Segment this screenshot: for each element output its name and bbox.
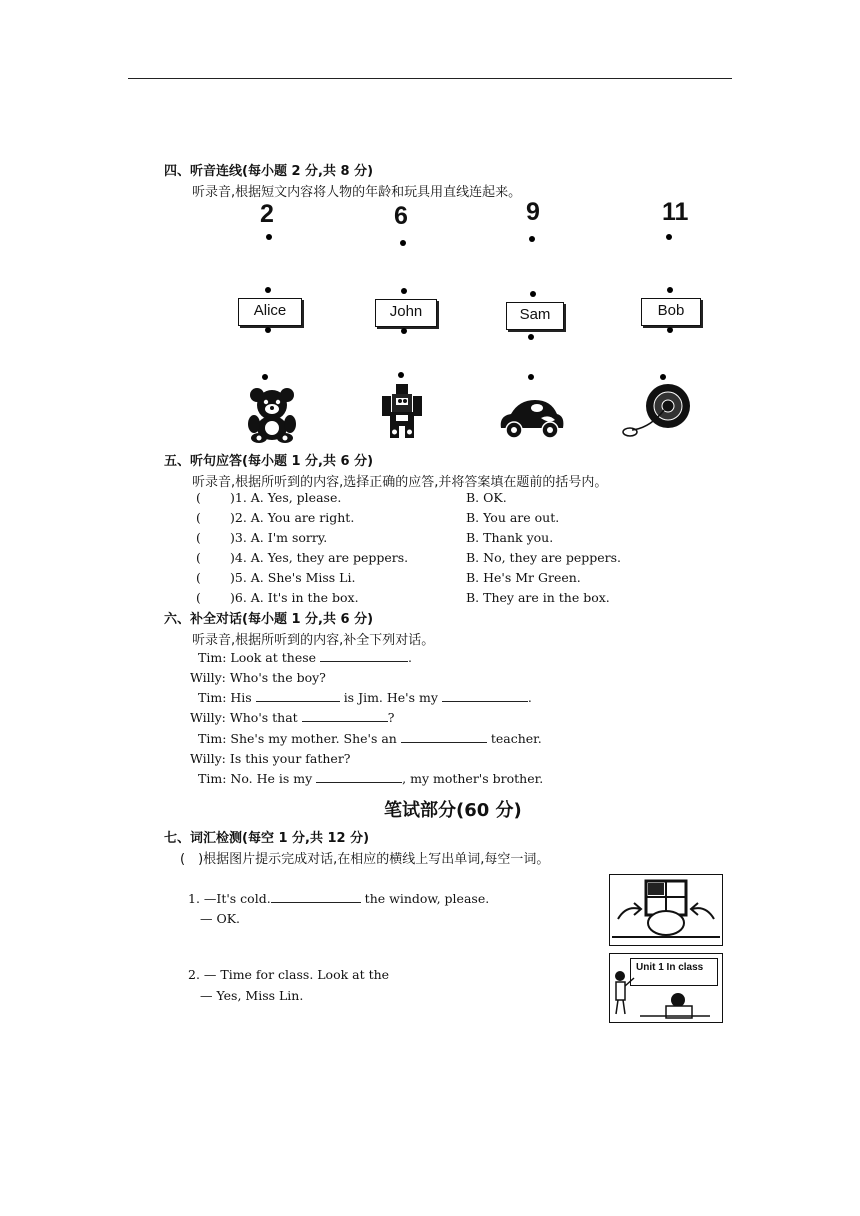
dialogue-text: No. He is my bbox=[230, 771, 313, 786]
dialogue-text: is Jim. He's my bbox=[343, 690, 438, 705]
speaker: Willy: bbox=[190, 710, 226, 725]
question-3-a: )3. A. I'm sorry. bbox=[230, 530, 328, 545]
name-box-alice: Alice bbox=[238, 298, 302, 326]
toy-dot[interactable] bbox=[262, 374, 268, 380]
toy-dot[interactable] bbox=[398, 372, 404, 378]
answer-blank[interactable] bbox=[256, 690, 340, 702]
speaker: Tim: bbox=[198, 650, 227, 665]
age-dot[interactable] bbox=[529, 236, 535, 242]
answer-blank[interactable] bbox=[442, 690, 528, 702]
question-2-b: B. You are out. bbox=[466, 510, 560, 525]
name-dot-bottom[interactable] bbox=[667, 327, 673, 333]
vocab-answer-2: — Yes, Miss Lin. bbox=[200, 988, 304, 1003]
speaker: Tim: bbox=[198, 771, 227, 786]
window-icon bbox=[610, 875, 722, 945]
dialogue-text: . bbox=[408, 650, 412, 665]
answer-blank[interactable] bbox=[316, 771, 402, 783]
question-3-b: B. Thank you. bbox=[466, 530, 554, 545]
answer-paren[interactable]: ( bbox=[196, 590, 201, 605]
dialogue-line-7 bbox=[198, 771, 543, 786]
name-dot-bottom[interactable] bbox=[401, 328, 407, 334]
dialogue-text: , my mother's brother. bbox=[402, 771, 544, 786]
toy-car-icon bbox=[497, 396, 567, 440]
name-dot-bottom[interactable] bbox=[265, 327, 271, 333]
age-dot[interactable] bbox=[266, 234, 272, 240]
section6-title: 六、补全对话(每小题 1 分,共 6 分) bbox=[164, 612, 374, 627]
answer-paren[interactable]: ( bbox=[196, 490, 201, 505]
name-dot-top[interactable] bbox=[401, 288, 407, 294]
name-box-john: John bbox=[375, 299, 437, 327]
age-dot[interactable] bbox=[666, 234, 672, 240]
answer-paren[interactable]: ( bbox=[196, 510, 201, 525]
answer-paren[interactable]: ( bbox=[196, 530, 201, 545]
vocab-question-2: 2. — Time for class. Look at the bbox=[188, 967, 390, 982]
dialogue-text: His bbox=[230, 690, 252, 705]
dialogue-text: Is this your father? bbox=[229, 751, 351, 766]
yoyo-icon bbox=[620, 380, 692, 442]
dialogue-line-6 bbox=[190, 751, 351, 766]
section7-title: 七、词汇检测(每空 1 分,共 12 分) bbox=[164, 831, 370, 846]
question-6-b: B. They are in the box. bbox=[466, 590, 610, 605]
answer-blank[interactable] bbox=[271, 891, 361, 903]
question-4-a: )4. A. Yes, they are peppers. bbox=[230, 550, 409, 565]
section4-instruction: 听录音,根据短文内容将人物的年龄和玩具用直线连起来。 bbox=[192, 185, 522, 200]
section5-instruction: 听录音,根据所听到的内容,选择正确的应答,并将答案填在题前的括号内。 bbox=[192, 475, 608, 490]
toy-dot[interactable] bbox=[528, 374, 534, 380]
window-picture bbox=[609, 874, 723, 946]
speaker: Tim: bbox=[198, 731, 227, 746]
section4-title: 四、听音连线(每小题 2 分,共 8 分) bbox=[164, 164, 374, 179]
dialogue-text: ? bbox=[387, 710, 395, 725]
age-11: 11 bbox=[662, 198, 689, 226]
name-box-bob: Bob bbox=[641, 298, 701, 326]
dialogue-text: teacher. bbox=[490, 731, 542, 746]
answer-paren[interactable]: ( bbox=[196, 570, 201, 585]
name-dot-top[interactable] bbox=[265, 287, 271, 293]
question-text: 1. —It's cold. bbox=[188, 891, 271, 906]
answer-blank[interactable] bbox=[320, 650, 408, 662]
blackboard-text: Unit 1 In class bbox=[636, 962, 704, 973]
dialogue-text: Look at these bbox=[230, 650, 317, 665]
question-5-a: )5. A. She's Miss Li. bbox=[230, 570, 356, 585]
question-5-b: B. He's Mr Green. bbox=[466, 570, 581, 585]
name-dot-bottom[interactable] bbox=[528, 334, 534, 340]
dialogue-line-4 bbox=[190, 710, 394, 725]
section5-title: 五、听句应答(每小题 1 分,共 6 分) bbox=[164, 454, 374, 469]
teacher-students-icon bbox=[610, 954, 722, 1022]
speaker: Willy: bbox=[190, 670, 226, 685]
classroom-picture bbox=[609, 953, 723, 1023]
name-box-sam: Sam bbox=[506, 302, 564, 330]
question-1-b: B. OK. bbox=[466, 490, 507, 505]
dialogue-text: Who's the boy? bbox=[229, 670, 326, 685]
dialogue-line-5 bbox=[198, 731, 542, 746]
dialogue-line-2 bbox=[190, 670, 326, 685]
vocab-answer-1: — OK. bbox=[200, 911, 241, 926]
age-dot[interactable] bbox=[400, 240, 406, 246]
speaker: Willy: bbox=[190, 751, 226, 766]
section7-instruction: ( )根据图片提示完成对话,在相应的横线上写出单词,每空一词。 bbox=[180, 852, 550, 867]
name-dot-top[interactable] bbox=[667, 287, 673, 293]
written-part-title: 笔试部分(60 分) bbox=[384, 800, 522, 821]
question-4-b: B. No, they are peppers. bbox=[466, 550, 622, 565]
answer-paren[interactable]: ( bbox=[196, 550, 201, 565]
dialogue-text: . bbox=[527, 690, 532, 705]
robot-icon bbox=[378, 382, 426, 440]
section6-instruction: 听录音,根据所听到的内容,补全下列对话。 bbox=[192, 633, 435, 648]
question-1-a: )1. A. Yes, please. bbox=[230, 490, 342, 505]
top-rule bbox=[128, 78, 732, 79]
teddy-bear-icon bbox=[244, 386, 300, 444]
dialogue-line-1 bbox=[198, 650, 412, 665]
question-2-a: )2. A. You are right. bbox=[230, 510, 355, 525]
age-2: 2 bbox=[260, 200, 274, 228]
question-text: the window, please. bbox=[364, 891, 490, 906]
speaker: Tim: bbox=[198, 690, 227, 705]
vocab-question-1 bbox=[188, 891, 489, 906]
answer-blank[interactable] bbox=[302, 710, 388, 722]
answer-blank[interactable] bbox=[401, 731, 487, 743]
dialogue-text: Who's that bbox=[229, 710, 298, 725]
question-6-a: )6. A. It's in the box. bbox=[230, 590, 359, 605]
name-dot-top[interactable] bbox=[530, 291, 536, 297]
age-6: 6 bbox=[394, 202, 408, 230]
dialogue-text: She's my mother. She's an bbox=[230, 731, 397, 746]
age-9: 9 bbox=[526, 198, 540, 226]
dialogue-line-3 bbox=[198, 690, 532, 705]
